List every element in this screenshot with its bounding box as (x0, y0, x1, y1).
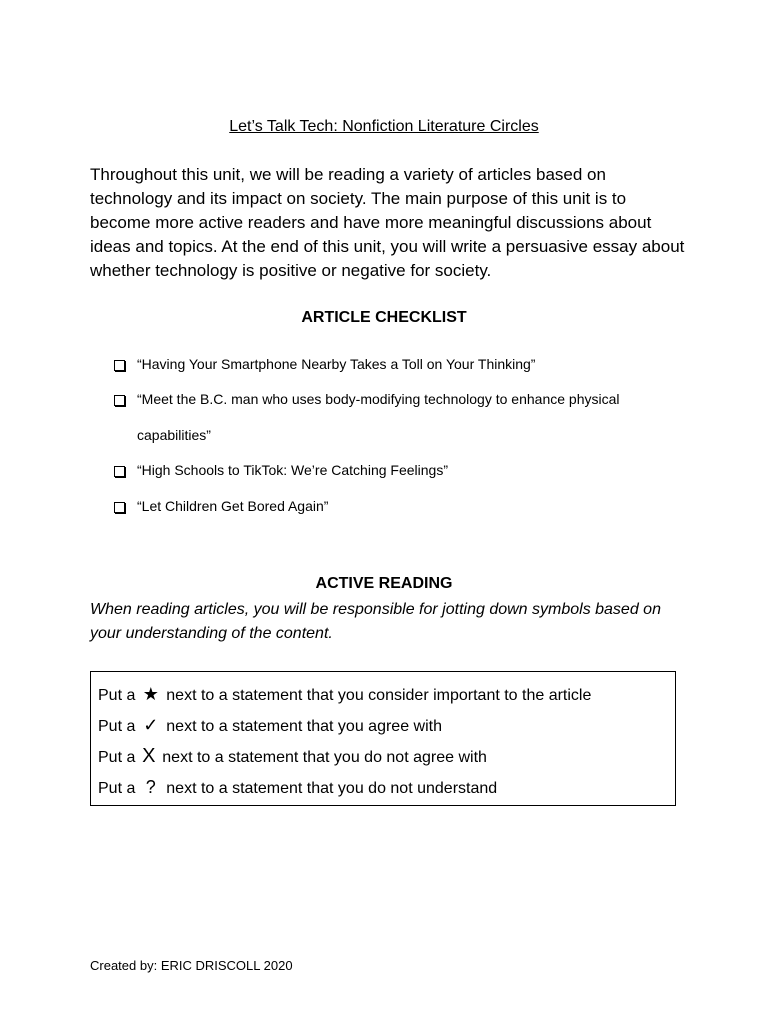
question-mark-icon: ? (145, 777, 156, 797)
star-icon: ★ (142, 684, 159, 704)
checkbox-icon (114, 360, 125, 371)
checkbox-icon (114, 395, 125, 406)
active-reading-heading: ACTIVE READING (315, 575, 453, 592)
checklist-item (112, 497, 712, 515)
active-reading-instructions: When reading articles, you will be responsible for jotting down symbols based on your understanding of the content. (90, 601, 661, 642)
symbol-key-box (90, 671, 676, 806)
checklist-item (112, 390, 712, 453)
footer-credit: Created by: ERIC DRISCOLL 2020 (90, 958, 293, 973)
checkbox-icon (114, 466, 125, 477)
article-checklist (112, 355, 712, 515)
symbol-row-question (98, 772, 675, 803)
symbol-row-prefix: Put a (98, 718, 136, 735)
symbol-row-text: next to a statement that you do not understand (166, 780, 498, 797)
article-checklist-heading: ARTICLE CHECKLIST (301, 309, 467, 326)
symbol-row-prefix: Put a (98, 780, 136, 797)
symbol-row-text: next to a statement that you consider important to the article (166, 687, 592, 704)
x-mark-icon: X (142, 745, 156, 767)
checklist-item-text: “Having Your Smartphone Nearby Takes a Toll on Your Thinking” (137, 356, 536, 372)
page-title: Let’s Talk Tech: Nonfiction Literature Circles (229, 118, 539, 135)
intro-paragraph: Throughout this unit, we will be reading a variety of articles based on technology and its impact on society. The main purpose of this unit is to become more active readers and have more meaningful discussions about ideas and topics. At the end of this unit, you will write a persuasive essay about whether technology is positive or negative for society. (90, 165, 685, 280)
checklist-item-text: “Meet the B.C. man who uses body-modifying technology to enhance physical capabilities” (137, 391, 620, 443)
checkmark-icon: ✓ (143, 715, 159, 735)
checklist-item-text: “Let Children Get Bored Again” (137, 498, 329, 514)
checklist-item-text: “High Schools to TikTok: We’re Catching Feelings” (137, 462, 448, 478)
symbol-row-prefix: Put a (98, 749, 136, 766)
symbol-row-x (98, 741, 675, 772)
symbol-row-text: next to a statement that you agree with (166, 718, 442, 735)
symbol-row-prefix: Put a (98, 687, 136, 704)
symbol-row-text: next to a statement that you do not agree with (162, 749, 487, 766)
symbol-row-star (98, 679, 675, 710)
checkbox-icon (114, 502, 125, 513)
checklist-item (112, 461, 712, 479)
symbol-row-check (98, 710, 675, 741)
checklist-item (112, 355, 712, 373)
